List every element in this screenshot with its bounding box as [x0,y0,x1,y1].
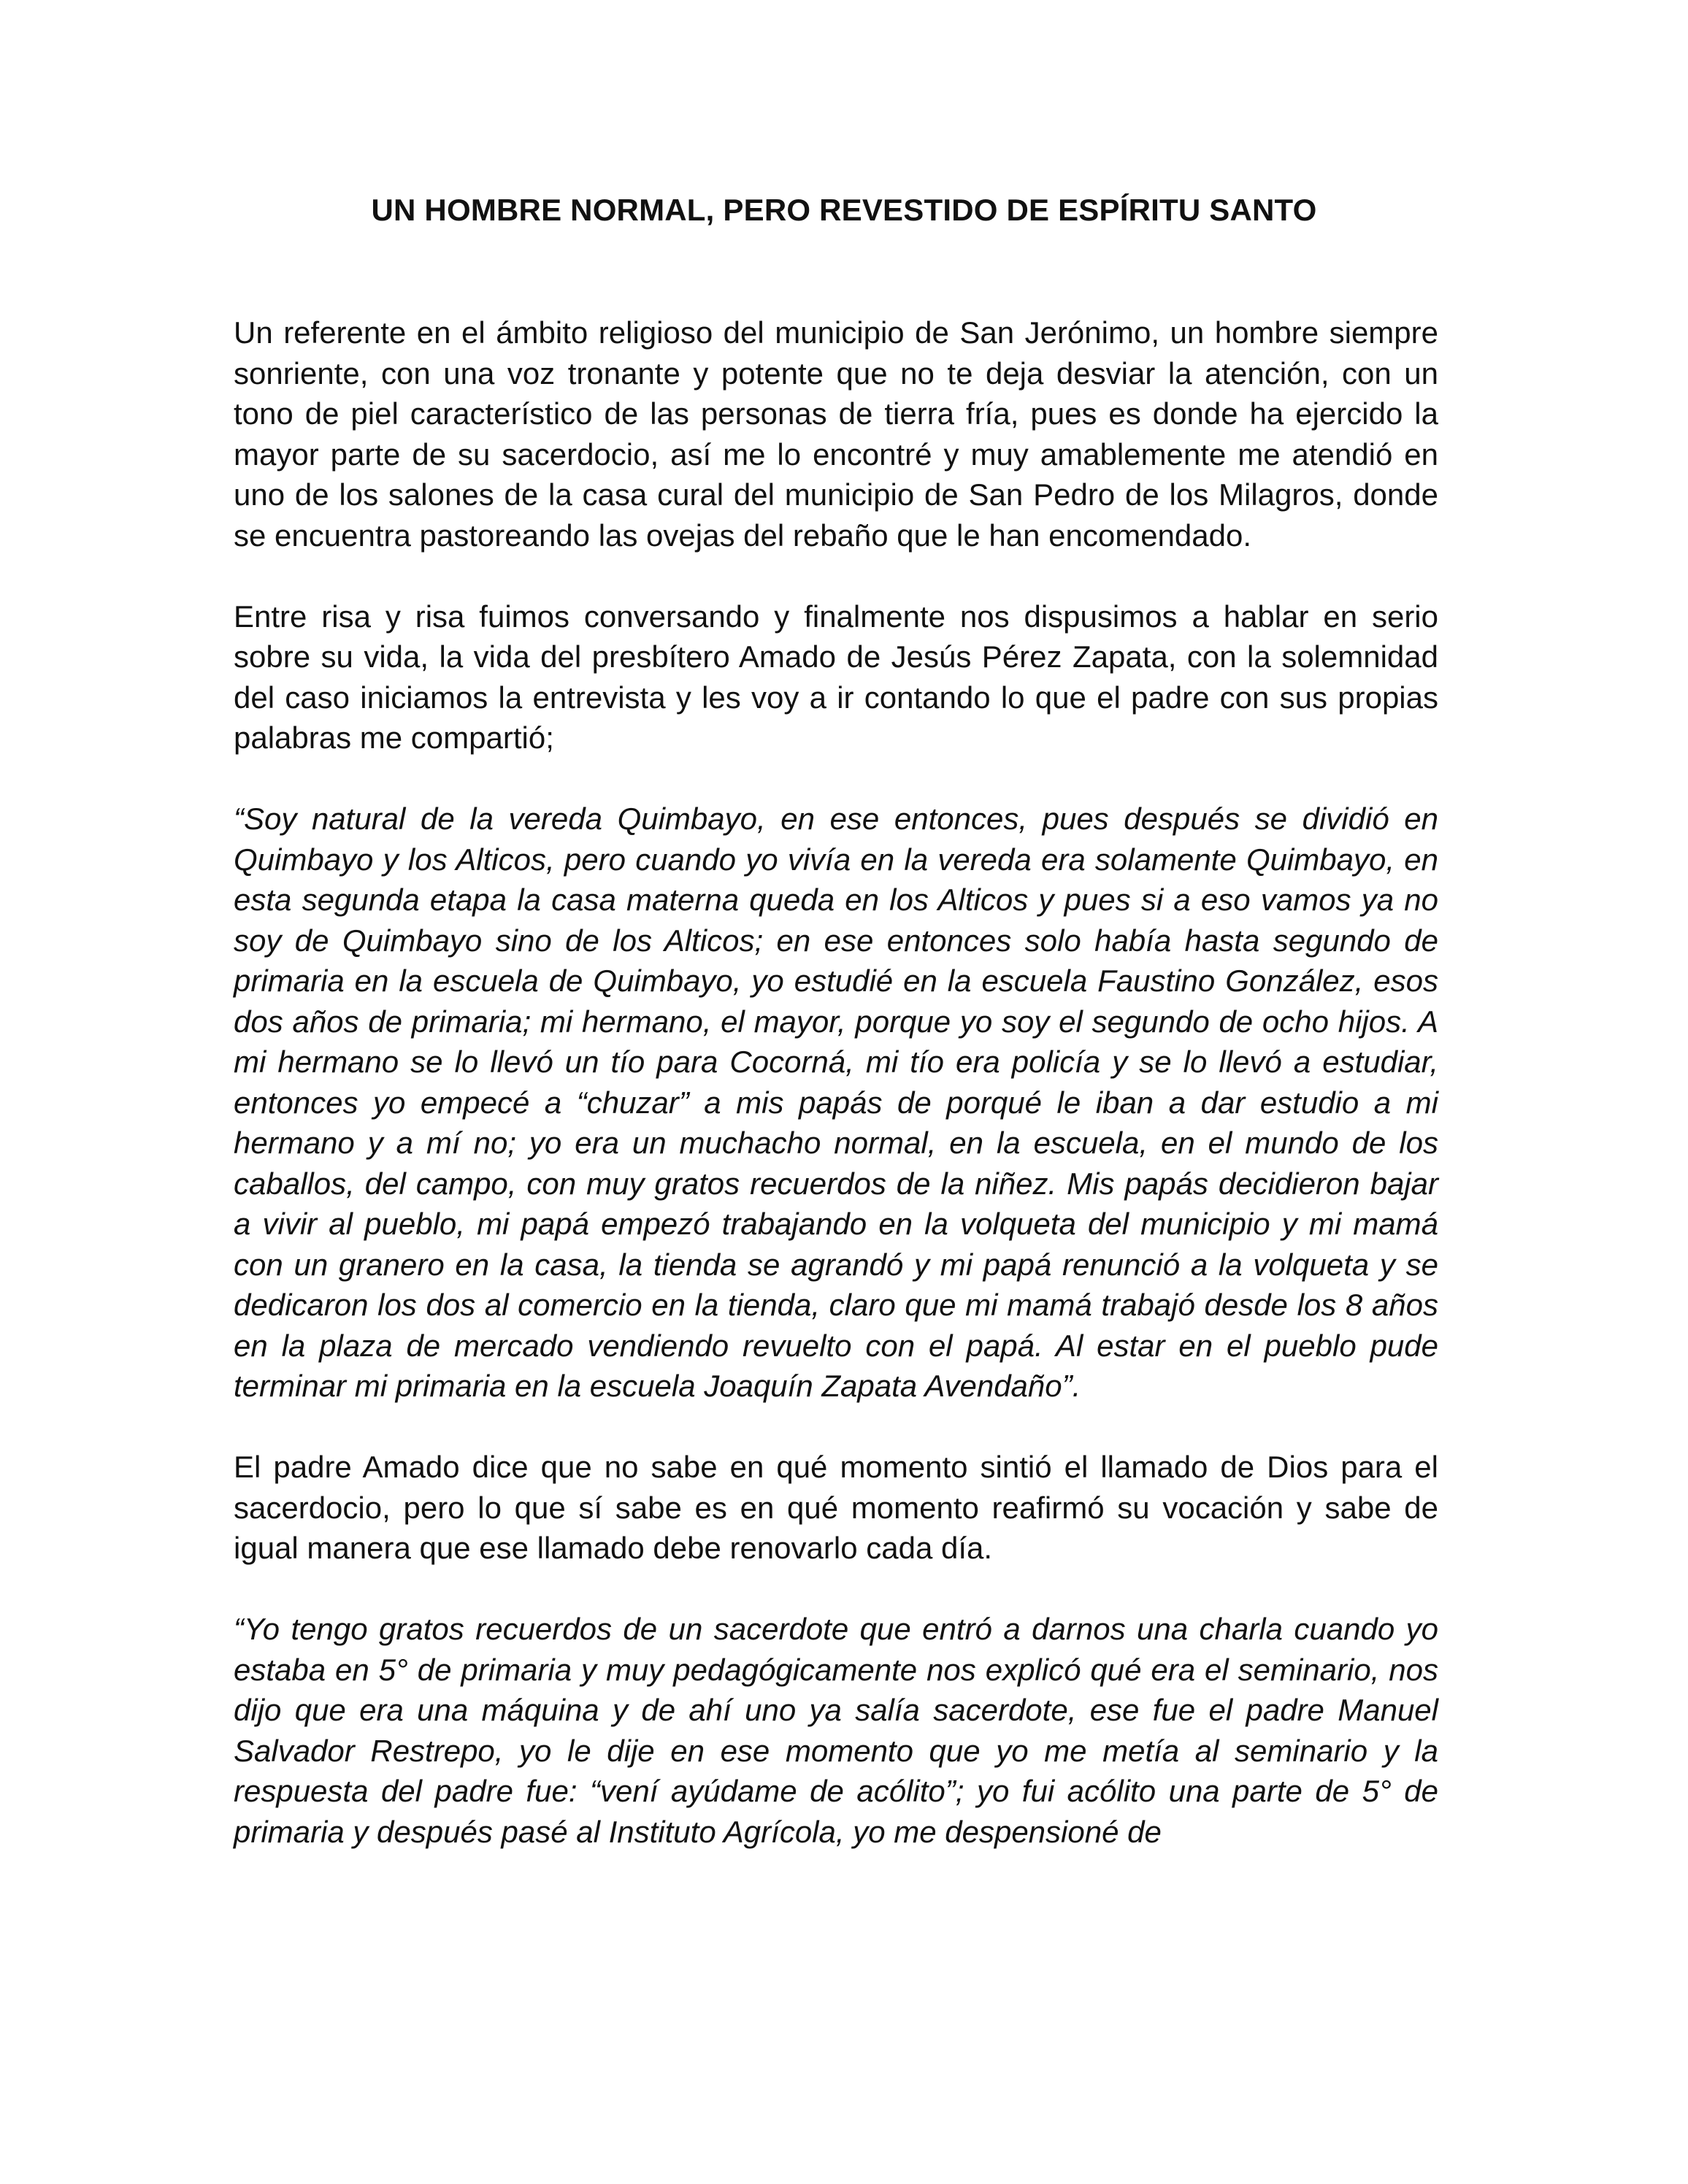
quote-seminary-memories: “Yo tengo gratos recuerdos de un sacerdote que entró a darnos una charla cuando yo estaba en 5° de primaria y muy pedagógicamente nos explicó qué era el seminario, nos dijo que era una máquina y de ahí uno ya salía sacerdote, ese fue el padre Manuel Salvador Restrepo, yo le dije en ese momento que yo me metía al seminario y la respuesta del padre fue: “vení ayúdame de acólito”; yo fui acólito una parte de 5° de primaria y después pasé al Instituto Agrícola, yo me despensioné de [234,1612,1438,1849]
document-body [234,312,1438,1893]
document-title: UN HOMBRE NORMAL, PERO REVESTIDO DE ESPÍRITU SANTO [371,193,1317,227]
paragraph-introduction: Un referente en el ámbito religioso del municipio de San Jerónimo, un hombre siempre sonriente, con una voz tronante y potente que no te deja desviar la atención, con un tono de piel característico de las personas de tierra fría, pues es donde ha ejercido la mayor parte de su sacerdocio, así me lo encontré y muy amablemente me atendió en uno de los salones de la casa cural del municipio de San Pedro de los Milagros, donde se encuentra pastoreando las ovejas del rebaño que le han encomendado. [234,315,1438,553]
paragraph-vocation: El padre Amado dice que no sabe en qué momento sintió el llamado de Dios para el sacerdocio, pero lo que sí sabe es en qué momento reafirmó su vocación y sabe de igual manera que ese llamado debe renovarlo cada día. [234,1450,1438,1565]
quote-childhood: “Soy natural de la vereda Quimbayo, en ese entonces, pues después se dividió en Quimbayo y los Alticos, pero cuando yo vivía en la vereda era solamente Quimbayo, en esta segunda etapa la casa materna queda en los Alticos y pues si a eso vamos ya no soy de Quimbayo sino de los Alticos; en ese entonces solo había hasta segundo de primaria en la escuela de Quimbayo, yo estudié en la escuela Faustino González, esos dos años de primaria; mi hermano, el mayor, porque yo soy el segundo de ocho hijos. A mi hermano se lo llevó un tío para Cocorná, mi tío era policía y se lo llevó a estudiar, entonces yo empecé a “chuzar” a mis papás de porqué le iban a dar estudio a mi hermano y a mí no; yo era un muchacho normal, en la escuela, en el mundo de los caballos, del campo, con muy gratos recuerdos de la niñez. Mis papás decidieron bajar a vivir al pueblo, mi papá empezó trabajando en la volqueta del municipio y mi mamá con un granero en la casa, la tienda se agrandó y mi papá renunció a la volqueta y se dedicaron los dos al comercio en la tienda, claro que mi mamá trabajó desde los 8 años en la plaza de mercado vendiendo revuelto con el papá. Al estar en el pueblo pude terminar mi primaria en la escuela Joaquín Zapata Avendaño”. [234,801,1438,1403]
paragraph-interview-context: Entre risa y risa fuimos conversando y finalmente nos dispusimos a hablar en serio sobre su vida, la vida del presbítero Amado de Jesús Pérez Zapata, con la solemnidad del caso iniciamos la entrevista y les voy a ir contando lo que el padre con sus propias palabras me compartió; [234,599,1438,755]
